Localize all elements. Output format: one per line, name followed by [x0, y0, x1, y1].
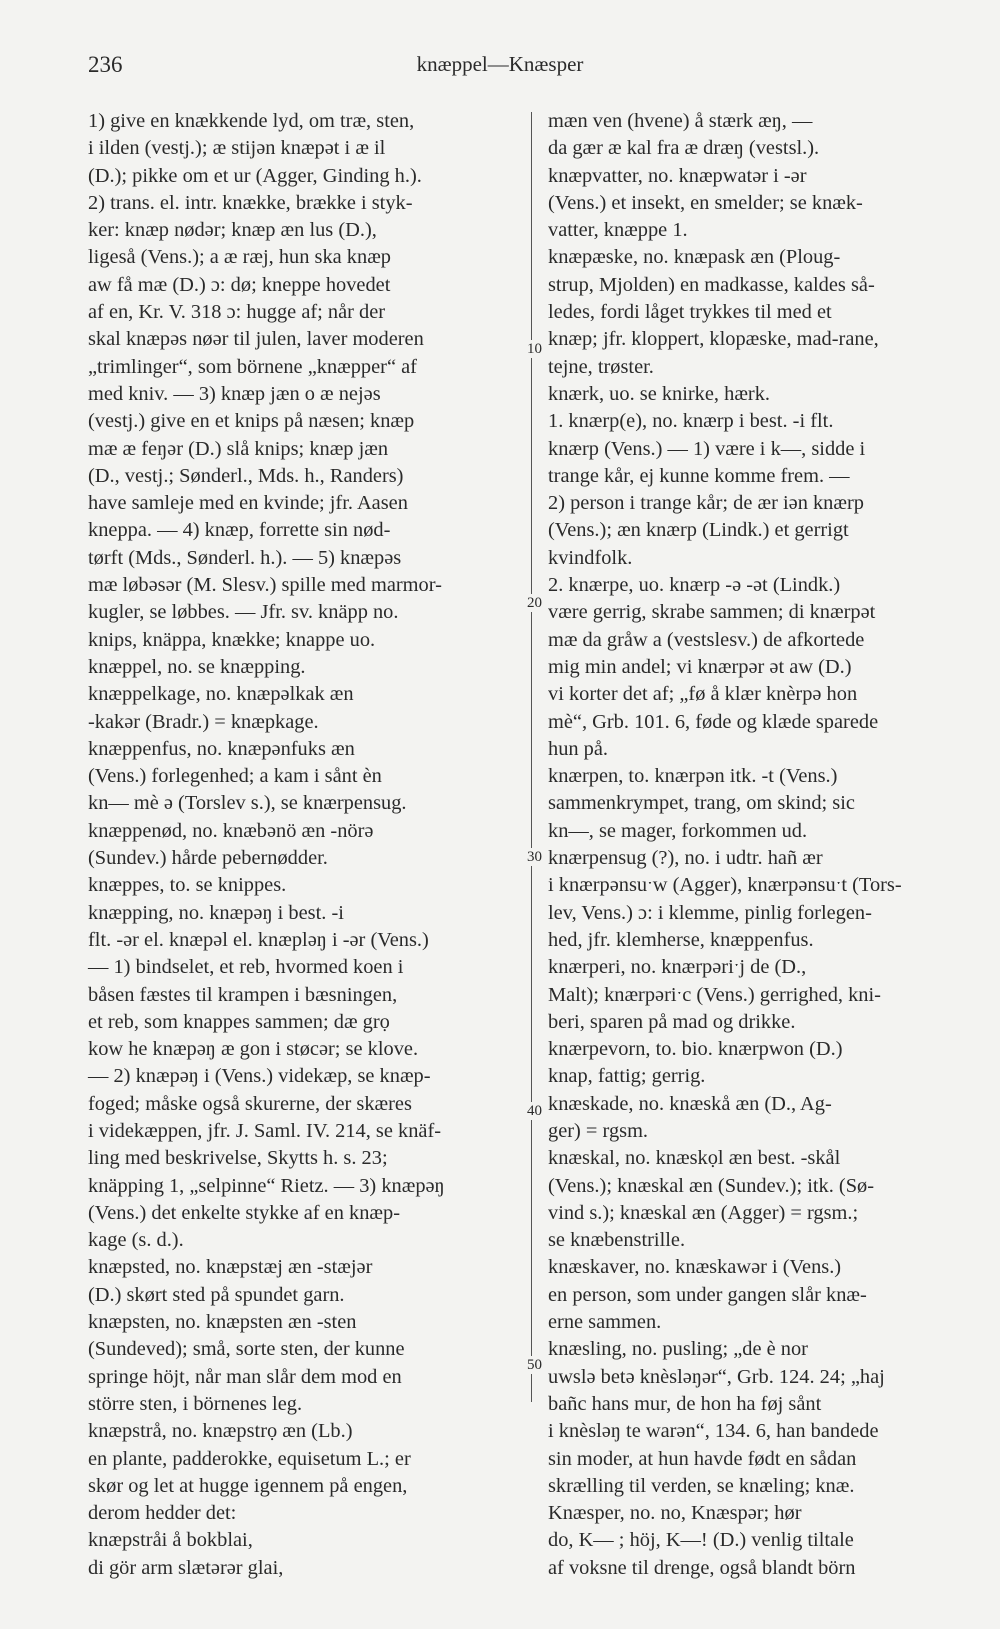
text-line: knærpen, to. knærpən itk. -t (Vens.) [548, 765, 838, 788]
text-line: kage (s. d.). [88, 1229, 184, 1252]
text-line: Knæsper, no. no, Knæspər; hør [548, 1502, 802, 1525]
text-line: knæppelkage, no. knæpəlkak æn [88, 683, 354, 706]
text-line: tejne, trøster. [548, 355, 654, 378]
text-line: knæskaver, no. knæskawər i (Vens.) [548, 1256, 842, 1279]
text-line: ger) = rgsm. [548, 1119, 649, 1142]
text-line: 2. knærpe, uo. knærp -ə -ət (Lindk.) [548, 574, 841, 597]
text-line: knæppes, to. se knippes. [88, 874, 287, 897]
text-line: di gör arm slætərər glai, [88, 1556, 284, 1579]
text-line: knæsling, no. pusling; „de è nor [548, 1338, 808, 1361]
text-line: se knæbenstrille. [548, 1229, 686, 1252]
text-line: være gerrig, skrabe sammen; di knærpət [548, 601, 876, 624]
text-line: vi korter det af; „fø å klær knèrpə hon [548, 683, 858, 706]
text-line: knæppel, no. se knæpping. [88, 655, 306, 678]
text-line: „trimlinger“, som börnene „knæpper“ af [88, 355, 417, 378]
text-line: (Vens.) det enkelte stykke af en knæp- [88, 1201, 400, 1224]
text-line: ling med beskrivelse, Skytts h. s. 23; [88, 1147, 388, 1170]
text-line: ledes, fordi låget trykkes til med et [548, 301, 832, 324]
text-line: knærpensug (?), no. i udtr. hañ ær [548, 847, 823, 870]
text-line: med kniv. — 3) knæp jæn o æ nejəs [88, 382, 381, 405]
text-line: 2) person i trange kår; de ær iən knærp [548, 492, 864, 515]
text-line: båsen fæstes til krampen i bæsningen, [88, 983, 398, 1006]
text-line: vatter, knæppe 1. [548, 219, 688, 242]
text-line: vind s.); knæskal æn (Agger) = rgsm.; [548, 1201, 859, 1224]
text-line: kn— mè ə (Torslev s.), se knærpensug. [88, 792, 407, 815]
text-line: mè“, Grb. 101. 6, føde og klæde sparede [548, 710, 879, 733]
text-line: knærperi, no. knærpəriˑj de (D., [548, 956, 807, 979]
text-line: skrælling til verden, se knæling; knæ. [548, 1474, 855, 1497]
text-line: kneppa. — 4) knæp, forrette sin nød- [88, 519, 391, 542]
text-line: en person, som under gangen slår knæ- [548, 1283, 867, 1306]
text-line: hed, jfr. klemherse, knæppenfus. [548, 928, 814, 951]
text-line: — 1) bindselet, et reb, hvormed koen i [88, 956, 404, 979]
text-line: kn—, se mager, forkommen ud. [548, 819, 808, 842]
text-line: do, K— ; höj, K—! (D.) venlig tiltale [548, 1529, 854, 1552]
text-line: i videkæppen, jfr. J. Saml. IV. 214, se knäf- [88, 1119, 442, 1142]
text-line: (Sundeved); små, sorte sten, der kunne [88, 1338, 405, 1361]
text-line: kugler, se løbbes. — Jfr. sv. knäpp no. [88, 601, 399, 624]
text-line: i knærpənsuˑw (Agger), knærpənsuˑt (Tors- [548, 874, 902, 897]
text-line: Malt); knærpəriˑc (Vens.) gerrighed, kni- [548, 983, 881, 1006]
text-line: knæskade, no. knæskå æn (D., Ag- [548, 1092, 832, 1115]
text-line: kow he knæpəŋ æ gon i støcər; se klove. [88, 1038, 419, 1061]
text-line: skal knæpəs nøər til julen, laver moderen [88, 328, 424, 351]
text-line: knæpping, no. knæpəŋ i best. -i [88, 901, 344, 924]
text-line: knæpstrå, no. knæpstrọ æn (Lb.) [88, 1420, 353, 1443]
text-line: knæpstråi å bokblai, [88, 1529, 253, 1552]
text-line: i knèsləŋ te warən“, 134. 6, han bandede [548, 1420, 879, 1443]
text-line: ligeså (Vens.); a æ ræj, hun ska knæp [88, 246, 391, 269]
text-line: 1. knærp(e), no. knærp i best. -i flt. [548, 410, 834, 433]
text-line: knap, fattig; gerrig. [548, 1065, 706, 1088]
text-line: (Vens.); æn knærp (Lindk.) et gerrigt [548, 519, 849, 542]
text-line: i ilden (vestj.); æ stijən knæpət i æ il [88, 137, 386, 160]
line-number: 40 [527, 1103, 542, 1119]
text-line: hun på. [548, 737, 609, 760]
text-line: knæpvatter, no. knæpwatər i -ər [548, 164, 807, 187]
text-line: mæ løbəsər (M. Slesv.) spille med marmor- [88, 574, 442, 597]
text-line: knæppenød, no. knæbənö æn -nörə [88, 819, 374, 842]
line-number: 10 [527, 341, 542, 357]
page-number: 236 [88, 52, 123, 77]
text-line: knips, knäppa, knække; knappe uo. [88, 628, 376, 651]
text-line: knæp; jfr. kloppert, klopæske, mad-rane, [548, 328, 879, 351]
text-line: knæpsten, no. knæpsten æn -sten [88, 1311, 357, 1334]
line-number: 20 [527, 595, 542, 611]
text-line: da gær æ kal fra æ dræŋ (vestsl.). [548, 137, 820, 160]
text-line: aw få mæ (D.) ɔ: dø; kneppe hovedet [88, 273, 391, 296]
text-line: sin moder, at hun havde født en sådan [548, 1447, 857, 1470]
text-line: et reb, som knappes sammen; dæ grọ [88, 1010, 390, 1033]
text-line: derom hedder det: [88, 1502, 237, 1525]
text-line: strup, Mjolden) en madkasse, kaldes så- [548, 273, 875, 296]
text-line: (vestj.) give en et knips på næsen; knæp [88, 410, 415, 433]
text-line: bañc hans mur, de hon ha føj sånt [548, 1392, 822, 1415]
text-line: (Vens.) forlegenhed; a kam i sånt èn [88, 765, 382, 788]
text-line: 2) trans. el. intr. knække, brække i styk- [88, 191, 413, 214]
text-line: foged; måske også skurerne, der skæres [88, 1092, 412, 1115]
text-line: (D., vestj.; Sønderl., Mds. h., Randers) [88, 464, 404, 487]
text-line: (D.) skørt sted på spundet garn. [88, 1283, 345, 1306]
line-number: 30 [527, 849, 542, 865]
text-line: have samleje med en kvinde; jfr. Aasen [88, 492, 408, 515]
column-divider [531, 112, 532, 1402]
text-line: beri, sparen på mad og drikke. [548, 1010, 796, 1033]
text-line: knærp (Vens.) — 1) være i k—, sidde i [548, 437, 866, 460]
text-line: knäpping 1, „selpinne“ Rietz. — 3) knæpəŋ [88, 1174, 445, 1197]
text-line: (Sundev.) hårde pebernødder. [88, 847, 328, 870]
text-line: uwslə betə knèsləŋər“, Grb. 124. 24; „haj [548, 1365, 885, 1388]
left-column [88, 108, 518, 1582]
text-line: lev, Vens.) ɔ: i klemme, pinlig forlegen- [548, 901, 872, 924]
text-line: knærpevorn, to. bio. knærpwon (D.) [548, 1038, 843, 1061]
running-head: knæppel—Knæsper [416, 52, 584, 76]
text-line: (Vens.); knæskal æn (Sundev.); itk. (Sø- [548, 1174, 875, 1197]
right-column [548, 108, 966, 1582]
text-line: tørft (Mds., Sønderl. h.). — 5) knæpəs [88, 546, 402, 569]
text-line: skør og let at hugge igennem på engen, [88, 1474, 408, 1497]
text-line: trange kår, ej kunne komme frem. — [548, 464, 850, 487]
text-line: flt. -ər el. knæpəl el. knæpləŋ i -ər (Vens.) [88, 928, 429, 951]
text-line: knæppenfus, no. knæpənfuks æn [88, 737, 355, 760]
text-line: af voksne til drenge, også blandt börn [548, 1556, 856, 1579]
line-number: 50 [527, 1357, 542, 1373]
text-line: -kakər (Bradr.) = knæpkage. [88, 710, 319, 733]
text-line: sammenkrympet, trang, om skind; sic [548, 792, 855, 815]
text-line: 1) give en knækkende lyd, om træ, sten, [88, 110, 415, 132]
text-line: (D.); pikke om et ur (Agger, Ginding h.). [88, 164, 422, 187]
text-line: ker: knæp nødər; knæp æn lus (D.), [88, 219, 377, 242]
text-line: mæ da gråw a (vestslesv.) de afkortede [548, 628, 865, 651]
text-line: — 2) knæpəŋ i (Vens.) videkæp, se knæp- [88, 1065, 431, 1088]
text-line: knæskal, no. knæskọl æn best. -skål [548, 1147, 841, 1170]
text-line: knæpæske, no. knæpask æn (Ploug- [548, 246, 841, 269]
text-line: mæ æ feŋər (D.) slå knips; knæp jæn [88, 437, 389, 460]
text-line: knærk, uo. se knirke, hærk. [548, 382, 771, 405]
text-line: kvindfolk. [548, 546, 633, 569]
text-line: mig min andel; vi knærpər ət aw (D.) [548, 655, 852, 678]
text-line: mæn ven (hvene) å stærk æŋ, — [548, 110, 813, 132]
text-line: springe höjt, når man slår dem mod en [88, 1365, 402, 1388]
text-line: knæpsted, no. knæpstæj æn -stæjər [88, 1256, 373, 1279]
text-line: (Vens.) et insekt, en smelder; se knæk- [548, 191, 863, 214]
text-line: en plante, padderokke, equisetum L.; er [88, 1447, 411, 1470]
text-line: erne sammen. [548, 1311, 662, 1334]
text-line: af en, Kr. V. 318 ɔ: hugge af; når der [88, 301, 386, 324]
text-line: större sten, i börnenes leg. [88, 1392, 303, 1415]
